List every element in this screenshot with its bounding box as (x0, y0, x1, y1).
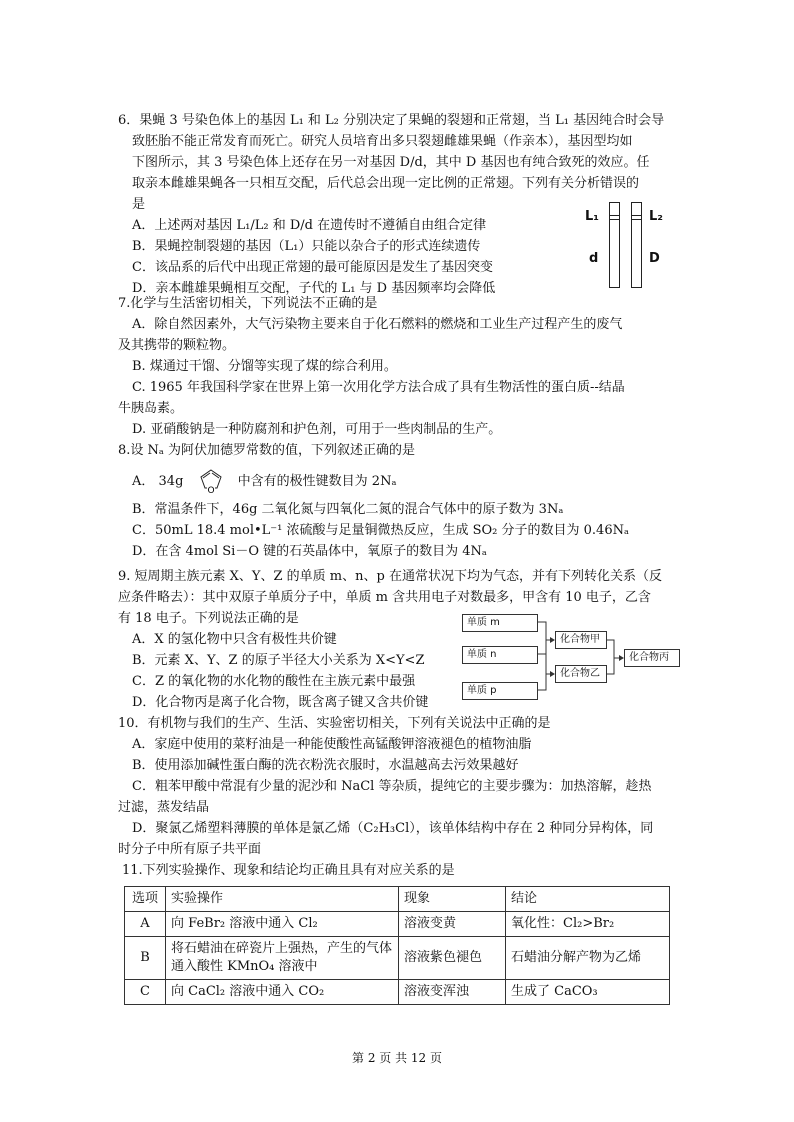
question-10 (118, 713, 678, 860)
header-phenomenon: 现象 (399, 887, 506, 912)
q8-stem: 8.设 Nₐ 为阿伏加德罗常数的值，下列叙述正确的是 (118, 443, 416, 458)
question-11 (118, 860, 678, 881)
q6-line: 是 (132, 197, 146, 212)
q8-option-c: C．50mL 18.4 mol•L⁻¹ 浓硫酸与足量铜微热反应，生成 SO₂ 分子的数目为 0.46Nₐ (132, 523, 629, 538)
q10-option-b: B．使用添加碱性蛋白酶的洗衣粉洗衣服时，水温越高去污效果越好 (132, 758, 519, 773)
q8-option-a-prefix: A． 34g (132, 474, 184, 489)
q10-stem: 10．有机物与我们的生产、生活、实验密切相关，下列有关说法中正确的是 (118, 716, 551, 731)
header-conclusion: 结论 (506, 887, 670, 912)
node-compound-yi: 化合物乙 (555, 665, 607, 683)
q10-option-c-cont: 过滤，蒸发结晶 (118, 800, 210, 815)
header-option: 选项 (125, 887, 166, 912)
chromosome-right (631, 202, 642, 288)
q10-option-c: C．粗苯甲酸中常混有少量的泥沙和 NaCl 等杂质，提纯它的主要步骤为：加热溶解，趁热 (132, 779, 652, 794)
q8-option-a (118, 465, 678, 499)
cell-conclusion: 生成了 CaCO₃ (506, 980, 670, 1005)
q9-option-c: C．Z 的氧化物的水化物的酸性在主族元素中最强 (132, 674, 416, 689)
cell-phenomenon: 溶液变黄 (399, 912, 506, 937)
table-row (125, 980, 670, 1005)
question-8 (118, 440, 678, 562)
experiment-table (124, 886, 670, 1005)
q10-option-d: D．聚氯乙烯塑料薄膜的单体是氯乙烯（C₂H₃Cl），该单体结构中存在 2 种同分异构体，同 (132, 821, 654, 836)
q6-option-d: D．亲本雌雄果蝇相互交配，子代的 L₁ 与 D 基因频率均会降低 (132, 281, 496, 296)
cell-option: A (125, 912, 166, 937)
q6-line: 下图所示，其 3 号染色体上还存在另一对基因 D/d，其中 D 基因也有纯合致死的效应。任 (132, 155, 650, 170)
q10-option-d-cont: 时分子中所有原子共平面 (118, 842, 262, 857)
q6-line: 取亲本雌雄果蝇各一只相互交配，后代总会出现一定比例的正常翅。下列有关分析错误的 (132, 176, 640, 191)
q7-option-a-cont: 及其携带的颗粒物。 (118, 338, 236, 353)
node-simple-p: 单质 p (462, 682, 538, 700)
page-footer: 第 2 页 共 12 页 (352, 1051, 442, 1065)
q6-line: 6．果蝇 3 号染色体上的基因 L₁ 和 L₂ 分别决定了果蝇的裂翅和正常翅，当 L₁ 基因纯合时会导 (118, 113, 665, 128)
question-7 (118, 293, 678, 440)
cell-operation: 将石蜡油在碎瓷片上强热，产生的气体通入酸性 KMnO₄ 溶液中 (166, 937, 399, 980)
chromosome-figure (585, 200, 685, 292)
node-compound-jia: 化合物甲 (555, 631, 607, 649)
q10-option-a: A．家庭中使用的菜籽油是一种能使酸性高锰酸钾溶液褪色的植物油脂 (132, 737, 532, 752)
cell-option: B (125, 937, 166, 980)
q7-stem: 7.化学与生活密切相关，下列说法不正确的是 (118, 296, 378, 311)
q9-line: 有 18 电子。下列说法正确的是 (118, 611, 299, 626)
ring-atom-label: O (206, 485, 215, 496)
q9-option-d: D．化合物丙是离子化合物，既含离子键又含共价键 (132, 695, 429, 710)
node-simple-m: 单质 m (462, 614, 538, 632)
q11-stem: 11.下列实验操作、现象和结论均正确且具有对应关系的是 (122, 863, 455, 878)
q9-line: 应条件略去）：其中双原子单质分子中，单质 m 含共用电子对数最多，甲含有 10 电子，乙含 (118, 590, 651, 605)
header-operation: 实验操作 (166, 887, 399, 912)
cell-phenomenon: 溶液紫色褪色 (399, 937, 506, 980)
gene-label-l1: L₁ (585, 209, 599, 224)
cell-conclusion: 氧化性：Cl₂>Br₂ (506, 912, 670, 937)
q9-line: 9. 短周期主族元素 X、Y、Z 的单质 m、n、p 在通常状况下均为气态，并有下列转化关系（反 (118, 569, 662, 584)
cell-option: C (125, 980, 166, 1005)
q7-option-c: C. 1965 年我国科学家在世界上第一次用化学方法合成了具有生物活性的蛋白质--结晶 (132, 380, 625, 395)
gene-label-l2: L₂ (649, 209, 663, 224)
node-compound-bing: 化合物丙 (624, 649, 680, 667)
cell-operation: 向 CaCl₂ 溶液中通入 CO₂ (166, 980, 399, 1005)
table-row (125, 912, 670, 937)
q8-option-d: D．在含 4mol Si－O 键的石英晶体中，氧原子的数目为 4Nₐ (132, 544, 487, 559)
q8-option-a-suffix: 中含有的极性键数目为 2Nₐ (237, 474, 397, 489)
cell-phenomenon: 溶液变浑浊 (399, 980, 506, 1005)
q7-option-a: A．除自然因素外，大气污染物主要来自于化石燃料的燃烧和工业生产过程产生的废气 (132, 317, 623, 332)
q6-option-b: B．果蝇控制裂翅的基因（L₁）只能以杂合子的形式连续遗传 (132, 239, 481, 254)
q7-option-b: B. 煤通过干馏、分馏等实现了煤的综合利用。 (132, 359, 397, 374)
chromosome-left (609, 202, 620, 288)
q8-option-b: B．常温条件下，46g 二氧化氮与四氧化二氮的混合气体中的原子数为 3Nₐ (132, 502, 564, 517)
conversion-diagram (462, 612, 702, 704)
node-simple-n: 单质 n (462, 646, 538, 664)
table-header-row (125, 887, 670, 912)
gene-label-d-dominant: D (649, 251, 660, 266)
q9-option-a: A．X 的氢化物中只含有极性共价键 (132, 632, 337, 647)
table-row (125, 937, 670, 980)
gene-label-d-recessive: d (589, 251, 599, 266)
cell-operation: 向 FeBr₂ 溶液中通入 Cl₂ (166, 912, 399, 937)
q7-option-c-cont: 牛胰岛素。 (118, 401, 184, 416)
q9-option-b: B．元素 X、Y、Z 的原子半径大小关系为 X<Y<Z (132, 653, 425, 668)
furan-ring-icon (196, 467, 226, 497)
q6-option-a: A．上述两对基因 L₁/L₂ 和 D/d 在遗传时不遵循自由组合定律 (132, 218, 487, 233)
q7-option-d: D. 亚硝酸钠是一种防腐剂和护色剂，可用于一些肉制品的生产。 (132, 422, 502, 437)
q6-option-c: C．该品系的后代中出现正常翅的最可能原因是发生了基因突变 (132, 260, 493, 275)
cell-conclusion: 石蜡油分解产物为乙烯 (506, 937, 670, 980)
q6-line: 致胚胎不能正常发育而死亡。研究人员培育出多只裂翅雌雄果蝇（作亲本），基因型均如 (132, 134, 633, 149)
